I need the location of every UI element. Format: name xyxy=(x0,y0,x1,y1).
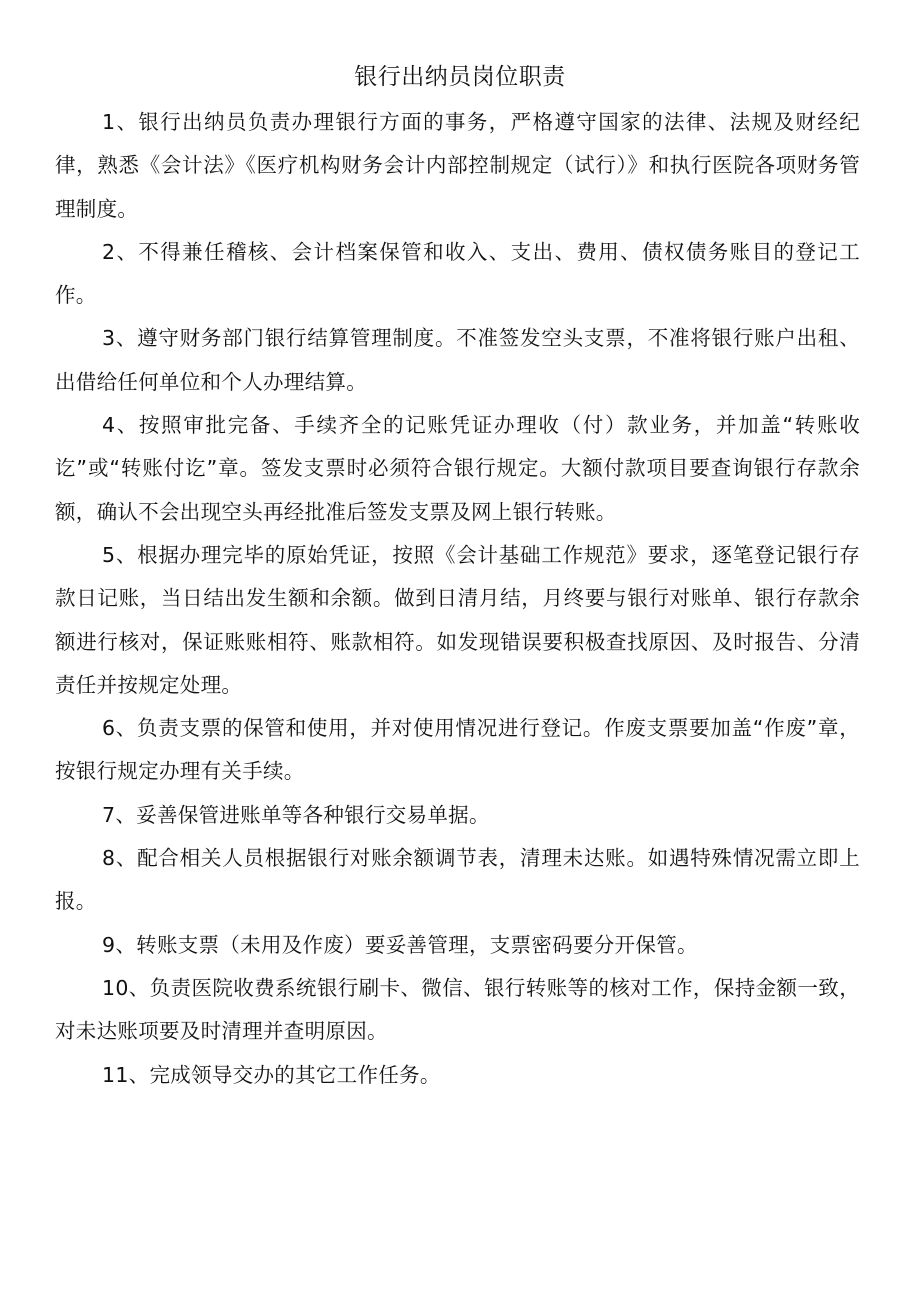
clause-1: 1、银行出纳员负责办理银行方面的事务，严格遵守国家的法律、法规及财经纪律，熟悉《会计法》《医疗机构财务会计内部控制规定（试行）》和执行医院各项财务管理制度。 xyxy=(55,110,860,221)
clause-10: 10、负责医院收费系统银行刷卡、微信、银行转账等的核对工作，保持金额一致，对未达账项要及时清理并查明原因。 xyxy=(55,975,860,1044)
clause-5: 5、根据办理完毕的原始凭证，按照《会计基础工作规范》要求，逐笔登记银行存款日记账，当日结出发生额和余额。做到日清月结，月终要与银行对账单、银行存款余额进行核对，保证账账相符、账款相符。如发现错误要积极查找原因、及时报告、分清责任并按规定处理。 xyxy=(55,542,860,697)
clause-9: 9、转账支票（未用及作废）要妥善管理，支票密码要分开保管。 xyxy=(102,932,698,957)
clause-3: 3、遵守财务部门银行结算管理制度。不准签发空头支票，不准将银行账户出租、出借给任何单位和个人办理结算。 xyxy=(55,326,860,394)
clause-7: 7、妥善保管进账单等各种银行交易单据。 xyxy=(102,802,490,827)
document-title: 银行出纳员岗位职责 xyxy=(354,64,566,90)
clause-6: 6、负责支票的保管和使用，并对使用情况进行登记。作废支票要加盖“作废”章，按银行规定办理有关手续。 xyxy=(55,716,860,784)
clause-4: 4、按照审批完备、手续齐全的记账凭证办理收（付）款业务，并加盖“转账收讫”或“转账付讫”章。签发支票时必须符合银行规定。大额付款项目要查询银行存款余额，确认不会出现空头再经批准后签发支票及网上银行转账。 xyxy=(55,413,860,524)
clause-8: 8、配合相关人员根据银行对账余额调节表，清理未达账。如遇特殊情况需立即上报。 xyxy=(55,846,860,914)
clause-2: 2、不得兼任稽核、会计档案保管和收入、支出、费用、债权债务账目的登记工作。 xyxy=(55,239,860,308)
clause-11: 11、完成领导交办的其它工作任务。 xyxy=(102,1062,441,1087)
